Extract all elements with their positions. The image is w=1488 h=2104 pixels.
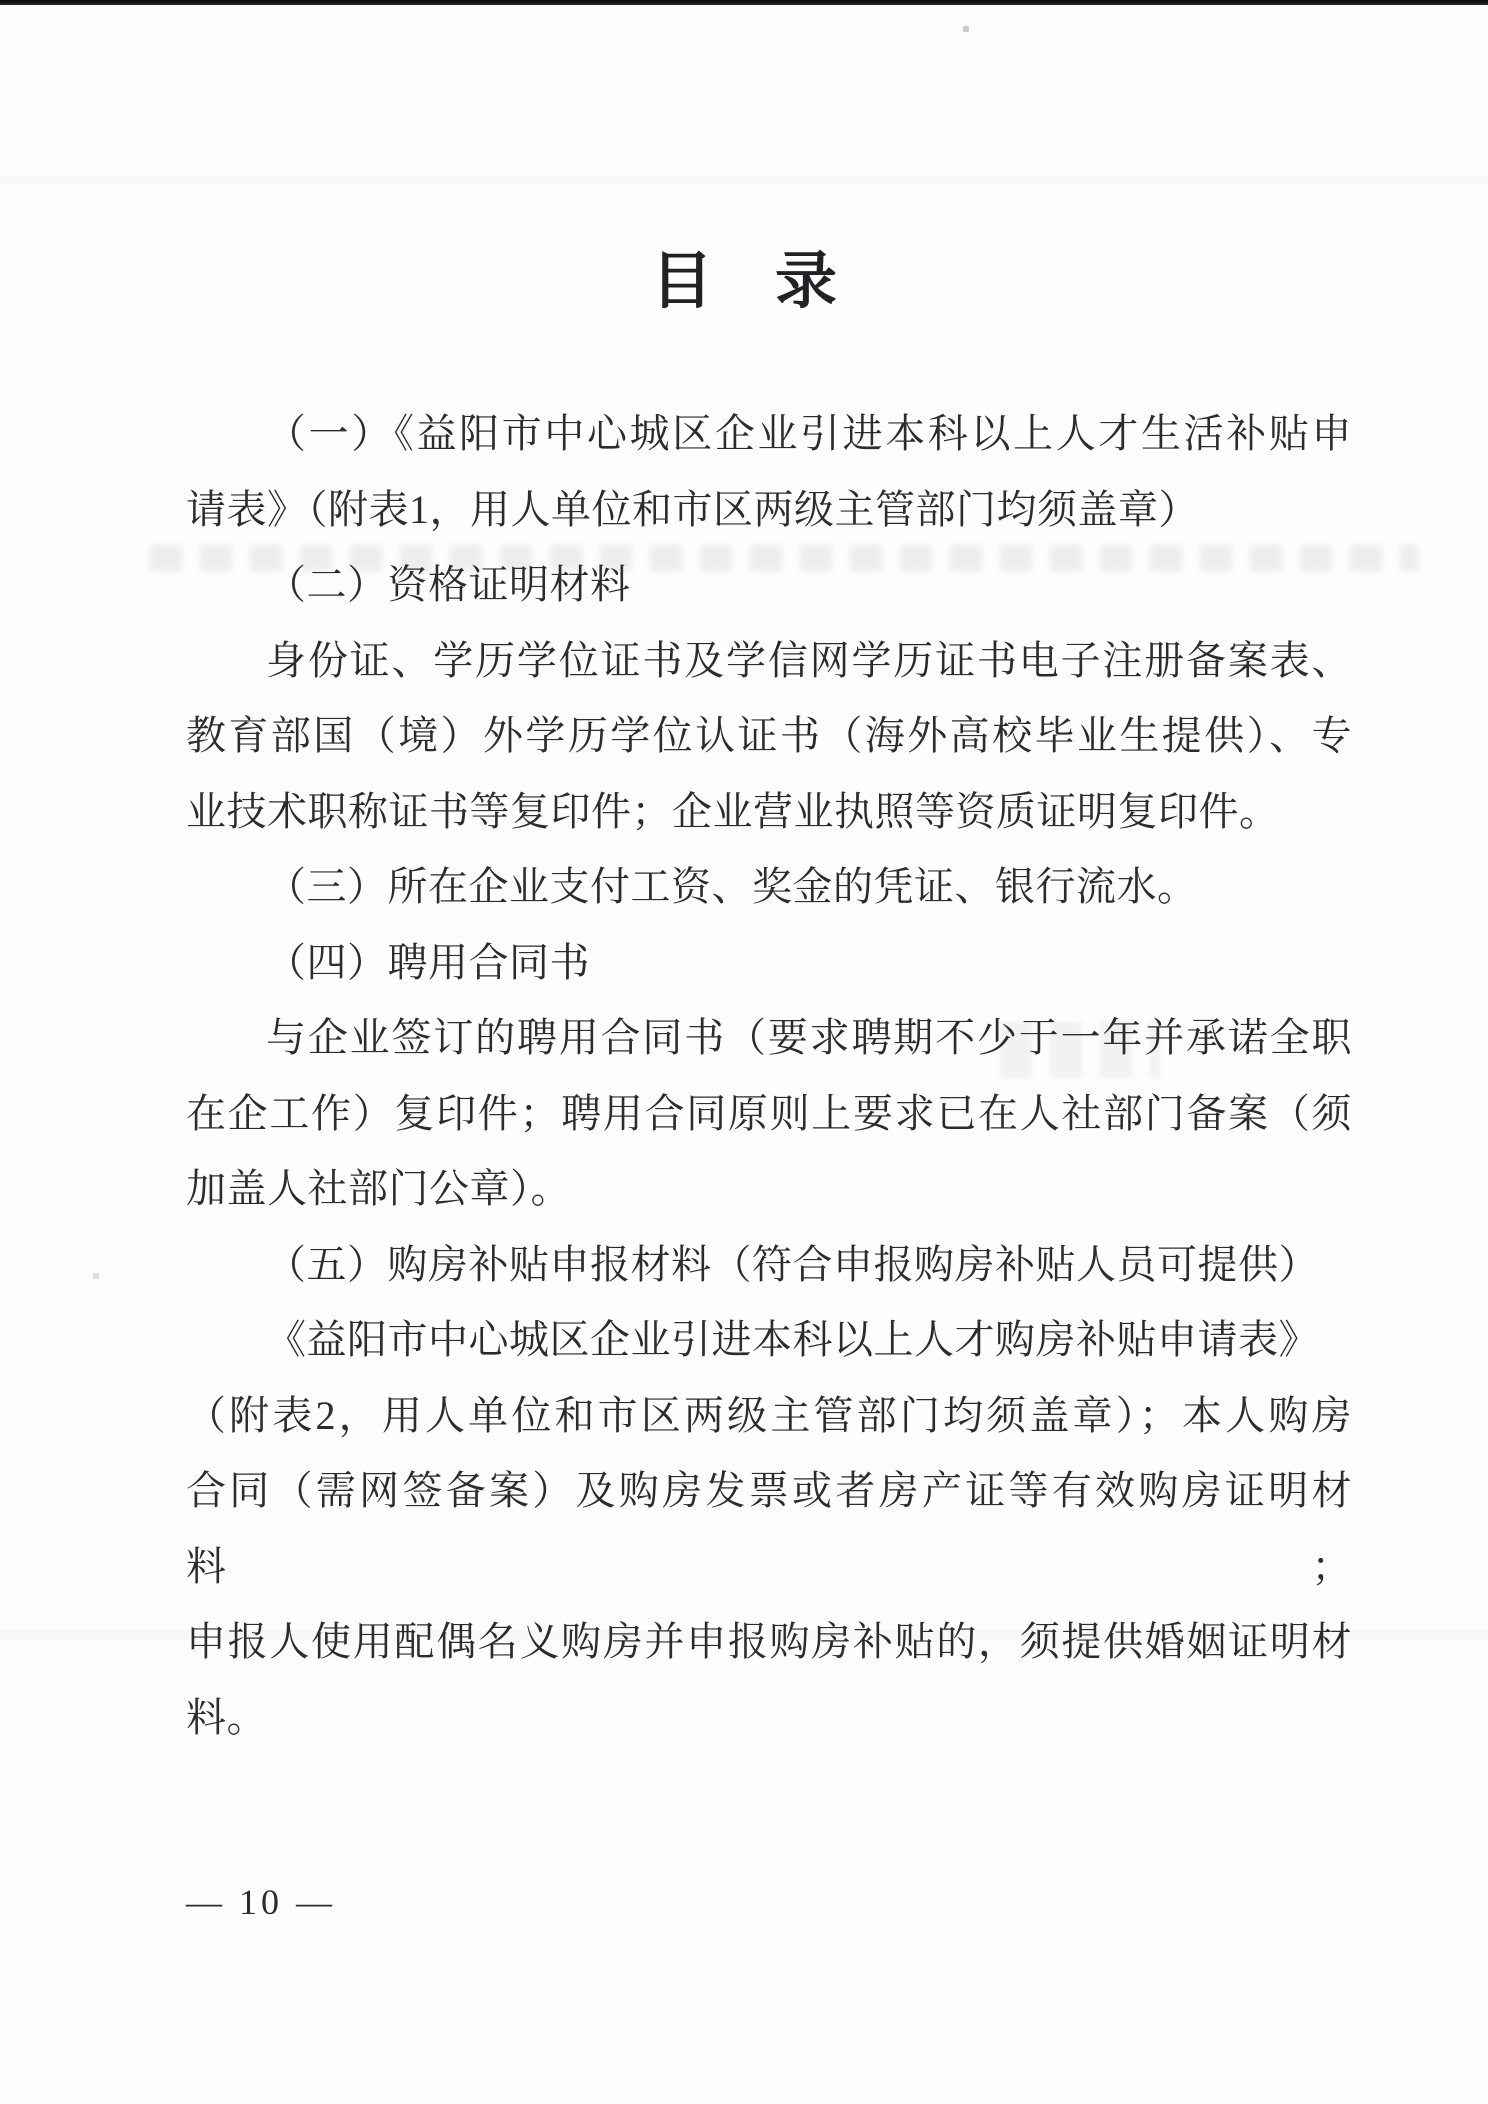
text-line: （五）购房补贴申报材料（符合申报购房补贴人员可提供）	[266, 1241, 1319, 1287]
text-line: （二）资格证明材料	[266, 562, 631, 607]
page-number: — 10 —	[186, 1882, 336, 1922]
scan-speck-artifact	[963, 26, 969, 32]
scan-edge-artifact	[0, 0, 1488, 5]
text-line: 加盖人社部门公章）。	[186, 1166, 571, 1211]
text-line: 在企工作）复印件；聘用合同原则上要求已在人社部门备案（须	[186, 1090, 1352, 1136]
text-line: 与企业签订的聘用合同书（要求聘期不少于一年并承诺全职	[266, 1015, 1352, 1060]
text-line: （三）所在企业支付工资、奖金的凭证、银行流水。	[266, 864, 1198, 909]
text-line: 料。	[186, 1694, 267, 1740]
scan-band-artifact	[0, 176, 1488, 184]
text-line: （附表2，用人单位和市区两级主管部门均须盖章）；本人购房	[186, 1392, 1352, 1438]
toc-body	[186, 396, 1352, 1755]
text-line: 申报人使用配偶名义购房并申报购房补贴的，须提供婚姻证明材	[186, 1619, 1352, 1664]
text-line: 请表》（附表1，用人单位和市区两级主管部门均须盖章）	[186, 486, 1199, 532]
text-line: 合同（需网签备案）及购房发票或者房产证等有效购房证明材料；	[186, 1468, 1352, 1589]
text-line: 《益阳市中心城区企业引进本科以上人才购房补贴申请表》	[266, 1317, 1319, 1362]
page-title: 目 录	[650, 248, 837, 316]
text-line: 身份证、学历学位证书及学信网学历证书电子注册备案表、	[266, 637, 1352, 683]
text-line: 业技术职称证书等复印件；企业营业执照等资质证明复印件。	[186, 788, 1280, 834]
text-line: 教育部国（境）外学历学位认证书（海外高校毕业生提供）、专	[186, 713, 1352, 758]
scan-speck-artifact	[93, 1273, 99, 1279]
text-line: （一）《益阳市中心城区企业引进本科以上人才生活补贴申	[266, 411, 1352, 456]
text-line: （四）聘用合同书	[266, 939, 590, 985]
